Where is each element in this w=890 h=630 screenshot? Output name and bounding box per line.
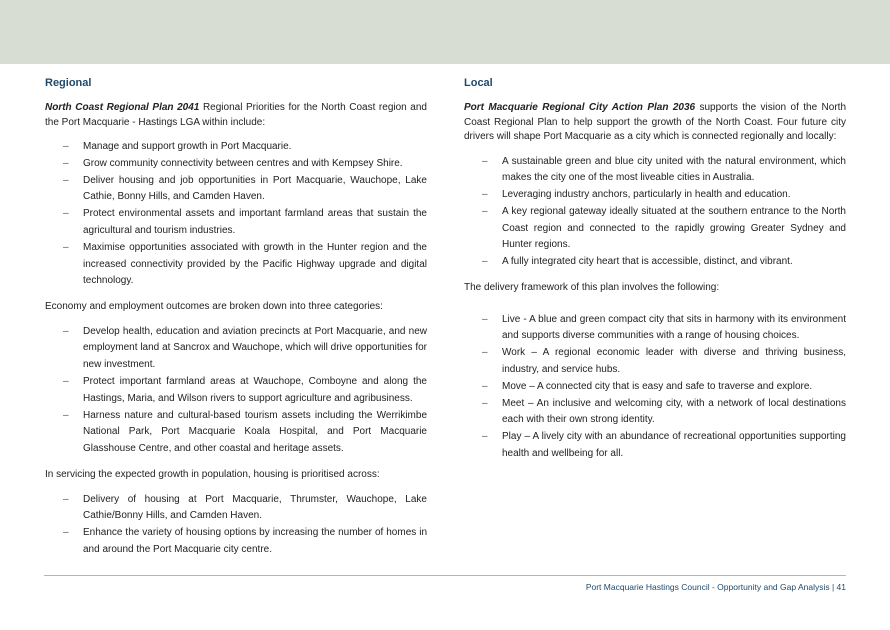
- regional-plan-title: North Coast Regional Plan 2041: [45, 102, 200, 113]
- list-item-text: Delivery of housing at Port Macquarie, Thrumster, Wauchope, Lake Cathie/Bonny Hills, and Camden Haven.: [83, 493, 427, 522]
- dash-bullet-icon: –: [482, 189, 488, 201]
- list-item-text: Develop health, education and aviation precincts at Port Macquarie, and new employment land at Sancrox and Wauchope, which will drive opportunities for new investment.: [83, 325, 427, 371]
- dash-bullet-icon: –: [63, 527, 69, 539]
- list-item: [482, 187, 846, 204]
- list-item-text: A key regional gateway ideally situated at the southern entrance to the North Coast region and connected to the rapidly growing Greater Sydney and Hunter regions.: [502, 205, 846, 251]
- dash-bullet-icon: –: [482, 155, 488, 167]
- list-item: [63, 324, 427, 374]
- list-item: [482, 379, 846, 396]
- local-heading: Local: [464, 77, 493, 89]
- list-item: [63, 156, 427, 173]
- local-intro-text: supports the vision of the North Coast Regional Plan to help support the growth of the North Coast. Four future city drivers will shape Port Macquarie as a city which is connected regionally and locally:: [464, 102, 847, 142]
- list-item: [63, 525, 427, 559]
- list-item-text: Harness nature and cultural-based tourism assets including the Werrikimbe National Park, Port Macquarie Koala Hospital, and Port Macquarie Glasshouse Centre, and other coastal and heritage assets.: [83, 409, 427, 455]
- list-item-text: Protect environmental assets and important farmland areas that sustain the agricultural and tourism industries.: [83, 208, 427, 236]
- list-item: [482, 312, 846, 346]
- dash-bullet-icon: –: [482, 431, 488, 443]
- regional-priorities-list: [45, 139, 427, 290]
- dash-bullet-icon: –: [63, 493, 69, 505]
- local-plan-title: Port Macquarie Regional City Action Plan 2036: [464, 102, 696, 113]
- list-item-text: Live - A blue and green compact city that sits in harmony with its environment and supports diverse communities with a range of housing choices.: [502, 313, 846, 342]
- dash-bullet-icon: –: [63, 174, 69, 186]
- dash-bullet-icon: –: [63, 157, 69, 169]
- page-footer: Port Macquarie Hastings Council - Opportunity and Gap Analysis | 41: [585, 582, 846, 592]
- dash-bullet-icon: –: [63, 325, 69, 337]
- delivery-framework-list: [464, 312, 846, 463]
- dash-bullet-icon: –: [63, 376, 69, 388]
- list-item: [482, 204, 846, 254]
- header-band: [0, 0, 890, 64]
- list-item-text: A sustainable green and blue city united with the natural environment, which makes the city one of the most liveable cities in Australia.: [502, 155, 846, 184]
- dash-bullet-icon: –: [482, 347, 488, 359]
- city-drivers-list: [464, 154, 846, 272]
- dash-bullet-icon: –: [482, 313, 488, 325]
- list-item: [63, 206, 427, 240]
- economy-list: [45, 324, 427, 458]
- list-item: [63, 492, 427, 526]
- local-intro: [464, 101, 846, 145]
- list-item-text: Manage and support growth in Port Macquarie.: [83, 141, 292, 152]
- economy-paragraph: Economy and employment outcomes are broken down into three categories:: [45, 301, 383, 313]
- list-item: [63, 240, 427, 290]
- list-item-text: Work – A regional economic leader with diverse and thriving business, industry, and service hubs.: [502, 347, 846, 375]
- list-item: [482, 254, 846, 271]
- list-item: [482, 154, 846, 188]
- list-item-text: Protect important farmland areas at Wauchope, Comboyne and along the Hastings, Maria, and Wilson rivers to support agriculture and agribusiness.: [83, 376, 427, 404]
- dash-bullet-icon: –: [482, 380, 488, 392]
- list-item-text: Move – A connected city that is easy and safe to traverse and explore.: [502, 380, 813, 392]
- delivery-paragraph: The delivery framework of this plan involves the following:: [464, 282, 720, 294]
- dash-bullet-icon: –: [63, 141, 69, 152]
- list-item: [63, 408, 427, 458]
- dash-bullet-icon: –: [63, 241, 69, 253]
- list-item-text: Leveraging industry anchors, particularly in health and education.: [502, 189, 791, 201]
- list-item: [63, 173, 427, 207]
- dash-bullet-icon: –: [482, 205, 488, 217]
- regional-intro-text: Regional Priorities for the North Coast region and the Port Macquarie - Hastings LGA within include:: [45, 102, 427, 128]
- list-item: [482, 345, 846, 379]
- list-item-text: Deliver housing and job opportunities in Port Macquarie, Wauchope, Lake Cathie, Bonny Hills, and Camden Haven.: [83, 174, 427, 203]
- dash-bullet-icon: –: [63, 409, 69, 421]
- left-column: [45, 74, 427, 569]
- list-item-text: A fully integrated city heart that is accessible, distinct, and vibrant.: [502, 256, 793, 268]
- list-item: [63, 374, 427, 408]
- dash-bullet-icon: –: [482, 397, 488, 409]
- list-item: [482, 396, 846, 430]
- list-item-text: Play – A lively city with an abundance of recreational opportunities supporting health and wellbeing for all.: [502, 431, 846, 459]
- housing-list: [45, 492, 427, 559]
- dash-bullet-icon: –: [63, 208, 69, 220]
- right-column: [464, 74, 846, 473]
- list-item-text: Maximise opportunities associated with growth in the Hunter region and the increased connectivity provided by the Pacific Highway upgrade and digital technology.: [83, 241, 427, 287]
- housing-paragraph: In servicing the expected growth in population, housing is prioritised across:: [45, 469, 380, 481]
- list-item: [63, 139, 427, 156]
- footer-rule: [44, 575, 846, 576]
- list-item-text: Enhance the variety of housing options by increasing the number of homes in and around the Port Macquarie city centre.: [83, 527, 427, 555]
- list-item-text: Meet – An inclusive and welcoming city, with a network of local destinations each with their own strong identity.: [502, 397, 846, 426]
- list-item-text: Grow community connectivity between centres and with Kempsey Shire.: [83, 157, 403, 169]
- regional-intro: [45, 101, 427, 130]
- dash-bullet-icon: –: [482, 256, 488, 268]
- list-item: [482, 429, 846, 463]
- regional-heading: Regional: [45, 77, 92, 89]
